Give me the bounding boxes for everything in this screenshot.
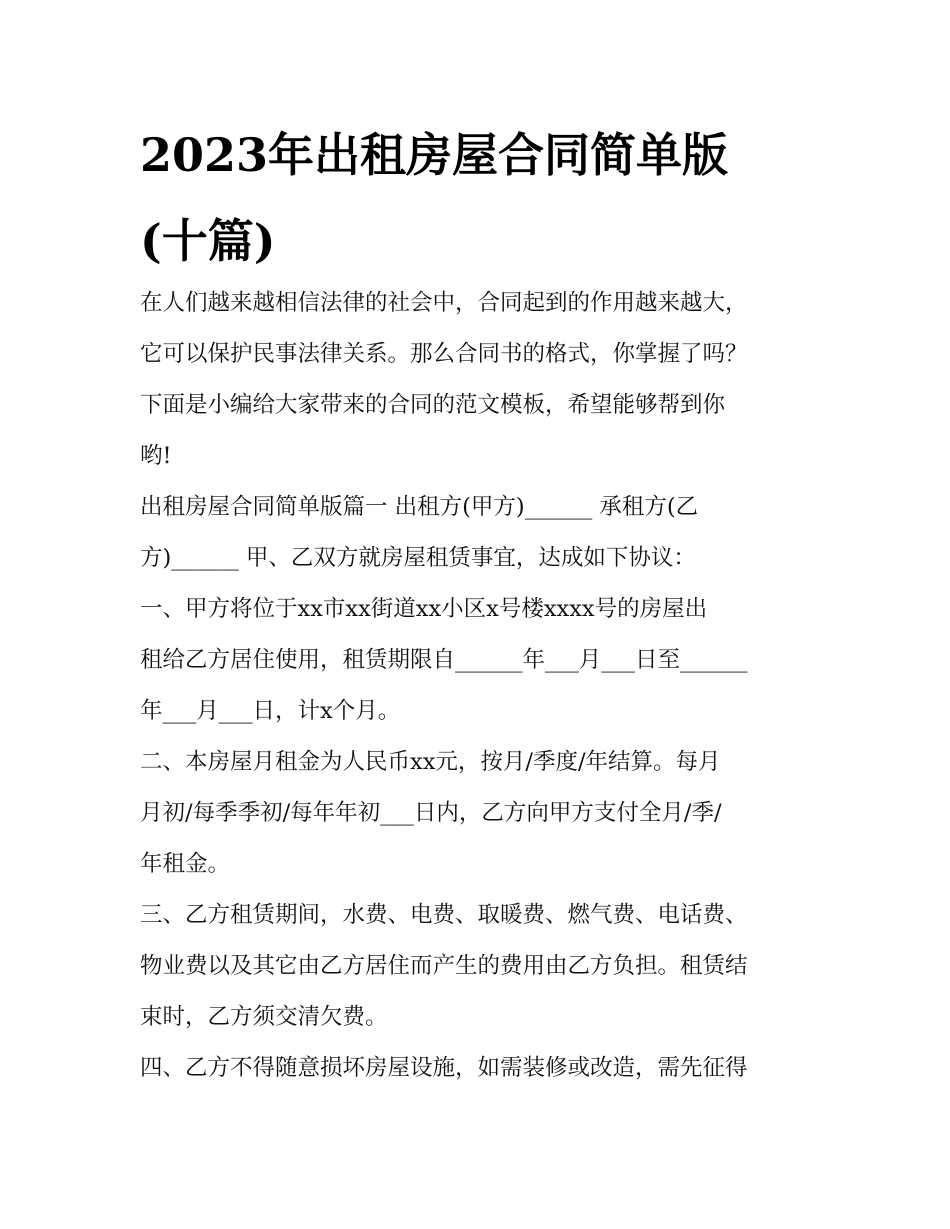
clause-three-paragraph: 三、乙方租赁期间，水费、电费、取暖费、燃气费、电话费、 物业费以及其它由乙方居住而产生的费用由乙方负担。租赁结 束时，乙方须交清欠费。 [140,902,748,1030]
contract-parties-paragraph: 出租房屋合同简单版篇一 出租方(甲方)______ 承租方(乙 方)______ 甲、乙双方就房屋租赁事宜，达成如下协议： [140,494,699,571]
clause-one-paragraph: 一、甲方将位于xx市xx街道xx小区x号楼xxxx号的房屋出 租给乙方居住使用，租赁期限自______年___月___日至______ 年___月___日，计x个月。 [140,596,748,724]
document-body [140,278,820,1094]
clause-four-paragraph: 四、乙方不得随意损坏房屋设施，如需装修或改造，需先征得 [140,1055,748,1081]
clause-two-paragraph: 二、本房屋月租金为人民币xx元，按月/季度/年结算。每月 月初/每季季初/每年年初___日内，乙方向甲方支付全月/季/ 年租金。 [140,749,722,877]
document-title: 2023年出租房屋合同简单版 (十篇) [140,128,729,268]
intro-paragraph: 在人们越来越相信法律的社会中，合同起到的作用越来越大， 它可以保护民事法律关系。那么合同书的格式，你掌握了吗？ 下面是小编给大家带来的合同的范文模板，希望能够帮到你 哟! [140,290,748,469]
